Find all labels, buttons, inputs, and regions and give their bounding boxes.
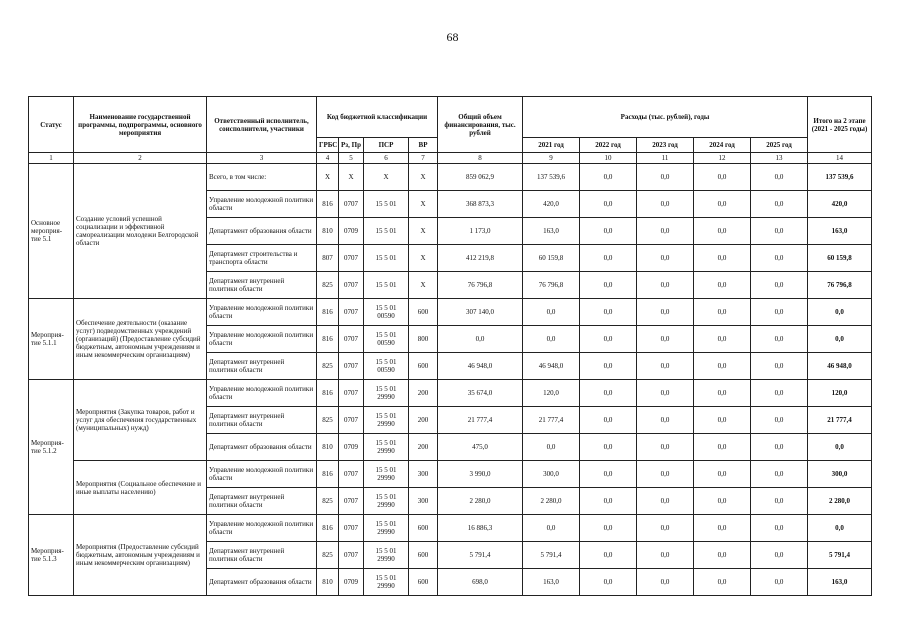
rzpr-cell: 0709 (339, 569, 364, 596)
column-number: 9 (523, 153, 580, 164)
executor-cell: Всего, в том числе: (207, 164, 317, 191)
header-total-volume: Общий объем финансирования, тыс. рублей (438, 97, 523, 153)
year-cell-2022: 0,0 (580, 272, 637, 299)
column-number: 2 (74, 153, 207, 164)
status-cell: Мероприя-тие 5.1.1 (29, 299, 74, 380)
executor-cell: Департамент строительства и транспорта области (207, 245, 317, 272)
year-cell-2023: 0,0 (637, 164, 694, 191)
year-cell-2022: 0,0 (580, 488, 637, 515)
program-name-cell: Мероприятия (Закупка товаров, работ и услуг для обеспечения государственных (муниципальных) нужд) (74, 380, 207, 461)
year-cell-2024: 0,0 (694, 299, 751, 326)
header-rzpr: Рз, Пр (339, 138, 364, 153)
itogo-cell: 5 791,4 (808, 542, 872, 569)
itogo-cell: 76 796,8 (808, 272, 872, 299)
year-cell-2023: 0,0 (637, 299, 694, 326)
executor-cell: Департамент образования области (207, 218, 317, 245)
column-number: 14 (808, 153, 872, 164)
year-cell-2025: 0,0 (751, 434, 808, 461)
grbs-cell: 816 (317, 380, 339, 407)
year-cell-2022: 0,0 (580, 218, 637, 245)
total-cell: 368 873,3 (438, 191, 523, 218)
column-number: 4 (317, 153, 339, 164)
itogo-cell: 163,0 (808, 569, 872, 596)
total-cell: 1 173,0 (438, 218, 523, 245)
grbs-cell: Х (317, 164, 339, 191)
grbs-cell: 825 (317, 407, 339, 434)
psr-cell: 15 5 01 (364, 191, 409, 218)
year-cell-2023: 0,0 (637, 245, 694, 272)
header-2025: 2025 год (751, 138, 808, 153)
year-cell-2024: 0,0 (694, 461, 751, 488)
year-cell-2023: 0,0 (637, 569, 694, 596)
year-cell-2021: 120,0 (523, 380, 580, 407)
itogo-cell: 137 539,6 (808, 164, 872, 191)
grbs-cell: 816 (317, 326, 339, 353)
vr-cell: 600 (409, 542, 438, 569)
header-status: Статус (29, 97, 74, 153)
psr-cell: 15 5 01 29990 (364, 407, 409, 434)
year-cell-2021: 163,0 (523, 569, 580, 596)
year-cell-2021: 21 777,4 (523, 407, 580, 434)
year-cell-2023: 0,0 (637, 218, 694, 245)
total-cell: 35 674,0 (438, 380, 523, 407)
table-row (29, 380, 872, 407)
executor-cell: Департамент образования области (207, 434, 317, 461)
year-cell-2024: 0,0 (694, 272, 751, 299)
column-number: 8 (438, 153, 523, 164)
year-cell-2022: 0,0 (580, 164, 637, 191)
itogo-cell: 163,0 (808, 218, 872, 245)
psr-cell: 15 5 01 (364, 272, 409, 299)
table-body (29, 153, 872, 596)
vr-cell: 600 (409, 299, 438, 326)
year-cell-2023: 0,0 (637, 542, 694, 569)
itogo-cell: 2 280,0 (808, 488, 872, 515)
grbs-cell: 816 (317, 191, 339, 218)
executor-cell: Департамент внутренней политики области (207, 353, 317, 380)
program-name-cell: Мероприятия (Предоставление субсидий бюджетным, автономным учреждениям и иным некоммерческим организациям) (74, 515, 207, 596)
itogo-cell: 60 159,8 (808, 245, 872, 272)
vr-cell: 600 (409, 569, 438, 596)
vr-cell: 200 (409, 434, 438, 461)
rzpr-cell: 0707 (339, 353, 364, 380)
year-cell-2025: 0,0 (751, 461, 808, 488)
executor-cell: Управление молодежной политики области (207, 299, 317, 326)
column-number: 1 (29, 153, 74, 164)
year-cell-2025: 0,0 (751, 272, 808, 299)
year-cell-2022: 0,0 (580, 380, 637, 407)
year-cell-2022: 0,0 (580, 407, 637, 434)
rzpr-cell: 0707 (339, 272, 364, 299)
grbs-cell: 810 (317, 569, 339, 596)
rzpr-cell: 0707 (339, 380, 364, 407)
psr-cell: 15 5 01 00590 (364, 326, 409, 353)
year-cell-2022: 0,0 (580, 326, 637, 353)
grbs-cell: 810 (317, 218, 339, 245)
year-cell-2024: 0,0 (694, 191, 751, 218)
year-cell-2021: 420,0 (523, 191, 580, 218)
itogo-cell: 0,0 (808, 326, 872, 353)
year-cell-2021: 0,0 (523, 434, 580, 461)
year-cell-2022: 0,0 (580, 434, 637, 461)
rzpr-cell: 0707 (339, 326, 364, 353)
year-cell-2023: 0,0 (637, 461, 694, 488)
rzpr-cell: 0707 (339, 542, 364, 569)
year-cell-2023: 0,0 (637, 515, 694, 542)
header-code: Код бюджетной классификации (317, 97, 438, 138)
rzpr-cell: 0707 (339, 299, 364, 326)
grbs-cell: 825 (317, 353, 339, 380)
vr-cell: 300 (409, 461, 438, 488)
header-vr: ВР (409, 138, 438, 153)
itogo-cell: 300,0 (808, 461, 872, 488)
psr-cell: 15 5 01 29990 (364, 488, 409, 515)
column-number: 6 (364, 153, 409, 164)
vr-cell: 600 (409, 353, 438, 380)
year-cell-2021: 76 796,8 (523, 272, 580, 299)
year-cell-2021: 46 948,0 (523, 353, 580, 380)
psr-cell: 15 5 01 29990 (364, 515, 409, 542)
header-expenses: Расходы (тыс. рублей), годы (523, 97, 808, 138)
executor-cell: Департамент внутренней политики области (207, 407, 317, 434)
header-grbs: ГРБС (317, 138, 339, 153)
year-cell-2024: 0,0 (694, 353, 751, 380)
year-cell-2021: 137 539,6 (523, 164, 580, 191)
vr-cell: 200 (409, 380, 438, 407)
program-name-cell: Мероприятия (Социальное обеспечение и иные выплаты населению) (74, 461, 207, 515)
total-cell: 307 140,0 (438, 299, 523, 326)
grbs-cell: 807 (317, 245, 339, 272)
year-cell-2023: 0,0 (637, 407, 694, 434)
year-cell-2024: 0,0 (694, 326, 751, 353)
year-cell-2024: 0,0 (694, 164, 751, 191)
year-cell-2023: 0,0 (637, 272, 694, 299)
rzpr-cell: 0707 (339, 407, 364, 434)
year-cell-2025: 0,0 (751, 164, 808, 191)
vr-cell: 800 (409, 326, 438, 353)
grbs-cell: 825 (317, 542, 339, 569)
year-cell-2025: 0,0 (751, 515, 808, 542)
rzpr-cell: Х (339, 164, 364, 191)
column-number-row (29, 153, 872, 164)
year-cell-2025: 0,0 (751, 407, 808, 434)
year-cell-2022: 0,0 (580, 542, 637, 569)
year-cell-2024: 0,0 (694, 569, 751, 596)
table-row (29, 299, 872, 326)
total-cell: 21 777,4 (438, 407, 523, 434)
column-number: 10 (580, 153, 637, 164)
itogo-cell: 0,0 (808, 299, 872, 326)
vr-cell: Х (409, 164, 438, 191)
itogo-cell: 21 777,4 (808, 407, 872, 434)
year-cell-2025: 0,0 (751, 245, 808, 272)
total-cell: 76 796,8 (438, 272, 523, 299)
header-executor: Ответственный исполнитель, соисполнители, участники (207, 97, 317, 153)
executor-cell: Управление молодежной политики области (207, 326, 317, 353)
year-cell-2025: 0,0 (751, 488, 808, 515)
psr-cell: 15 5 01 (364, 218, 409, 245)
itogo-cell: 420,0 (808, 191, 872, 218)
year-cell-2021: 0,0 (523, 299, 580, 326)
executor-cell: Департамент внутренней политики области (207, 272, 317, 299)
year-cell-2024: 0,0 (694, 218, 751, 245)
psr-cell: 15 5 01 29990 (364, 542, 409, 569)
year-cell-2025: 0,0 (751, 542, 808, 569)
total-cell: 46 948,0 (438, 353, 523, 380)
column-number: 7 (409, 153, 438, 164)
table-row (29, 164, 872, 191)
psr-cell: 15 5 01 29990 (364, 434, 409, 461)
program-name-cell: Обеспечение деятельности (оказание услуг) подведомственных учреждений (организаций) (Предоставление субсидий бюджетным, автономным учреждениям и иным некоммерческим организациям) (74, 299, 207, 380)
rzpr-cell: 0709 (339, 434, 364, 461)
year-cell-2021: 2 280,0 (523, 488, 580, 515)
psr-cell: 15 5 01 00590 (364, 353, 409, 380)
program-name-cell: Создание условий успешной социализации и эффективной самореализации молодежи Белгородской области (74, 164, 207, 299)
executor-cell: Управление молодежной политики области (207, 515, 317, 542)
status-cell: Мероприя-тие 5.1.2 (29, 380, 74, 515)
year-cell-2024: 0,0 (694, 542, 751, 569)
header-name: Наименование государственной программы, подпрограммы, основного мероприятия (74, 97, 207, 153)
year-cell-2022: 0,0 (580, 245, 637, 272)
year-cell-2023: 0,0 (637, 488, 694, 515)
psr-cell: 15 5 01 29990 (364, 380, 409, 407)
executor-cell: Управление молодежной политики области (207, 461, 317, 488)
year-cell-2025: 0,0 (751, 218, 808, 245)
year-cell-2024: 0,0 (694, 515, 751, 542)
executor-cell: Управление молодежной политики области (207, 191, 317, 218)
year-cell-2025: 0,0 (751, 380, 808, 407)
year-cell-2023: 0,0 (637, 326, 694, 353)
year-cell-2022: 0,0 (580, 515, 637, 542)
year-cell-2022: 0,0 (580, 299, 637, 326)
header-2021: 2021 год (523, 138, 580, 153)
page-number: 68 (446, 30, 459, 44)
year-cell-2024: 0,0 (694, 434, 751, 461)
rzpr-cell: 0709 (339, 218, 364, 245)
column-number: 5 (339, 153, 364, 164)
year-cell-2021: 5 791,4 (523, 542, 580, 569)
psr-cell: 15 5 01 (364, 245, 409, 272)
grbs-cell: 816 (317, 299, 339, 326)
rzpr-cell: 0707 (339, 515, 364, 542)
executor-cell: Департамент внутренней политики области (207, 542, 317, 569)
year-cell-2025: 0,0 (751, 569, 808, 596)
executor-cell: Департамент образования области (207, 569, 317, 596)
table-row (29, 461, 872, 488)
year-cell-2021: 300,0 (523, 461, 580, 488)
total-cell: 5 791,4 (438, 542, 523, 569)
total-cell: 3 990,0 (438, 461, 523, 488)
executor-cell: Департамент внутренней политики области (207, 488, 317, 515)
year-cell-2024: 0,0 (694, 380, 751, 407)
year-cell-2025: 0,0 (751, 326, 808, 353)
vr-cell: 600 (409, 515, 438, 542)
column-number: 12 (694, 153, 751, 164)
psr-cell: 15 5 01 00590 (364, 299, 409, 326)
header-2024: 2024 год (694, 138, 751, 153)
itogo-cell: 0,0 (808, 434, 872, 461)
year-cell-2021: 0,0 (523, 515, 580, 542)
total-cell: 2 280,0 (438, 488, 523, 515)
year-cell-2022: 0,0 (580, 569, 637, 596)
year-cell-2024: 0,0 (694, 245, 751, 272)
year-cell-2021: 0,0 (523, 326, 580, 353)
grbs-cell: 816 (317, 461, 339, 488)
year-cell-2021: 60 159,8 (523, 245, 580, 272)
rzpr-cell: 0707 (339, 488, 364, 515)
vr-cell: 300 (409, 488, 438, 515)
rzpr-cell: 0707 (339, 245, 364, 272)
vr-cell: Х (409, 245, 438, 272)
year-cell-2023: 0,0 (637, 434, 694, 461)
grbs-cell: 810 (317, 434, 339, 461)
status-cell: Основное мероприя-тие 5.1 (29, 164, 74, 299)
year-cell-2023: 0,0 (637, 191, 694, 218)
year-cell-2025: 0,0 (751, 191, 808, 218)
grbs-cell: 816 (317, 515, 339, 542)
executor-cell: Управление молодежной политики области (207, 380, 317, 407)
year-cell-2025: 0,0 (751, 299, 808, 326)
year-cell-2025: 0,0 (751, 353, 808, 380)
year-cell-2023: 0,0 (637, 380, 694, 407)
header-psr: ПСР (364, 138, 409, 153)
rzpr-cell: 0707 (339, 461, 364, 488)
header-itogo: Итого на 2 этапе (2021 - 2025 годы) (808, 97, 872, 153)
year-cell-2024: 0,0 (694, 407, 751, 434)
rzpr-cell: 0707 (339, 191, 364, 218)
year-cell-2022: 0,0 (580, 191, 637, 218)
psr-cell: 15 5 01 29990 (364, 569, 409, 596)
total-cell: 698,0 (438, 569, 523, 596)
total-cell: 0,0 (438, 326, 523, 353)
header-2023: 2023 год (637, 138, 694, 153)
column-number: 13 (751, 153, 808, 164)
vr-cell: Х (409, 191, 438, 218)
column-number: 3 (207, 153, 317, 164)
column-number: 11 (637, 153, 694, 164)
year-cell-2022: 0,0 (580, 353, 637, 380)
status-cell: Мероприя-тие 5.1.3 (29, 515, 74, 596)
psr-cell: 15 5 01 29990 (364, 461, 409, 488)
year-cell-2024: 0,0 (694, 488, 751, 515)
budget-table (28, 96, 872, 596)
vr-cell: Х (409, 272, 438, 299)
year-cell-2021: 163,0 (523, 218, 580, 245)
total-cell: 16 886,3 (438, 515, 523, 542)
grbs-cell: 825 (317, 272, 339, 299)
grbs-cell: 825 (317, 488, 339, 515)
itogo-cell: 0,0 (808, 515, 872, 542)
psr-cell: Х (364, 164, 409, 191)
year-cell-2023: 0,0 (637, 353, 694, 380)
total-cell: 412 219,8 (438, 245, 523, 272)
vr-cell: 200 (409, 407, 438, 434)
itogo-cell: 46 948,0 (808, 353, 872, 380)
itogo-cell: 120,0 (808, 380, 872, 407)
vr-cell: Х (409, 218, 438, 245)
year-cell-2022: 0,0 (580, 461, 637, 488)
total-cell: 475,0 (438, 434, 523, 461)
total-cell: 859 062,9 (438, 164, 523, 191)
table-row (29, 515, 872, 542)
header-2022: 2022 год (580, 138, 637, 153)
